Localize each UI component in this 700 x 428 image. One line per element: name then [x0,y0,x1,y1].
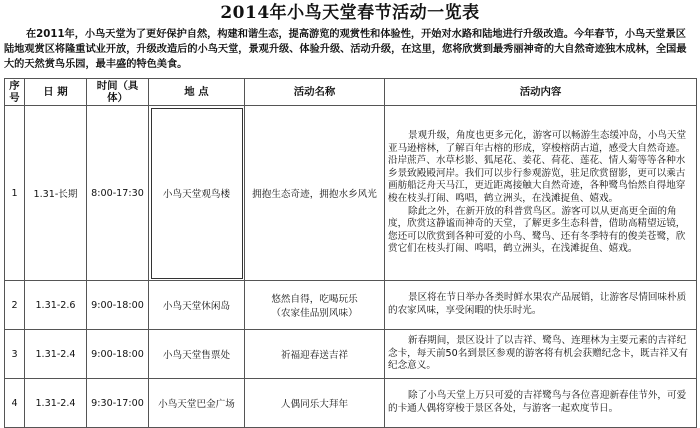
row-activity-content [385,106,697,281]
table-row [5,281,697,330]
header-place: 地 点 [149,79,245,106]
content-paragraph [388,206,693,256]
row-time: 9:30-17:00 [87,379,149,428]
row-date: 1.31-2.6 [25,281,87,330]
activity-table [4,78,697,428]
table-row [5,379,697,428]
row-date: 1.31-2.4 [25,379,87,428]
table-row [5,330,697,379]
row-activity-content [385,281,697,330]
row-activity-name: 拥抱生态奇迹，拥抱水乡风光 [245,106,385,281]
row-place: 小鸟天堂休闲岛 [149,281,245,330]
row-seq: 2 [5,281,25,330]
row-time: 9:00-18:00 [87,330,149,379]
row-time: 8:00-17:30 [87,106,149,281]
table-row [5,106,697,281]
row-activity-content [385,379,697,428]
row-activity-name: 祈福迎春送吉祥 [245,330,385,379]
header-seq: 序号 [5,79,25,106]
header-activity-content: 活动内容 [385,79,697,106]
row-seq: 4 [5,379,25,428]
activity-name-sub: （农家佳品别风味） [271,308,358,319]
row-seq: 1 [5,106,25,281]
content-text: 景区将在节日举办各类时鲜水果农产品展销，让游客尽情回味朴质的农家风味，享受闲暇的快乐时光。 [388,292,687,316]
content-paragraph [388,390,693,415]
content-paragraph [388,335,693,373]
content-paragraph [388,130,693,206]
row-place: 小鸟天堂巴金广场 [149,379,245,428]
row-place: 小鸟天堂观鸟楼 [149,106,245,281]
row-date: 1.31-2.4 [25,330,87,379]
content-paragraph [388,292,693,317]
header-date: 日 期 [25,79,87,106]
content-text: 景观升级，角度也更多元化，游客可以畅游生态缓冲岛，小鸟天堂亚马逊榕林，了解百年古榕的形成，穿梭榕荫古道，感受大自然奇迹。沿岸蔗芦、水草杉影、狐尾花、姜花、荷花、莲花、情人菊等等各种水乡景致殿殿河岸。我们可以步行参观游览，驻足欣赏留影，更可以乘古画舫船泛舟天马江，更近距离接触大自然奇迹，各种鹭鸟怡然自得地穿梭在枝头打闹、鸣唱，鹤立洲头，在浅滩捉鱼、嬉戏。 [388,130,687,204]
row-activity-name: 人偶同乐大拜年 [245,379,385,428]
row-activity-content [385,330,697,379]
content-text: 除此之外，在新开放的科普赏鸟区。游客可以从更高更全面的角度，欣赏这静谧而神奇的天堂，了解更多生态科普，借助高精望远镜，您还可以欣赏到各种可爱的小鸟、鹭鸟、还有冬季特有的俊美苍鹭，欣赏它们在枝头打闹、鸣唱，鹤立洲头，在浅滩捉鱼、嬉戏。 [388,205,686,255]
intro-paragraph [4,27,696,72]
intro-text: 在2011年，小鸟天堂为了更好保护自然，构建和谐生态，提高游览的观赏性和体验性，开始对水路和陆地进行升级改造。今年春节，小鸟天堂景区陆地观赏区将隆重试业开放，升级改造后的小鸟天堂，景观升级、体验升级、活动升级，在这里，您将欣赏到最秀丽神奇的大自然奇迹独木成林，全国最大的天然赏鸟乐园，最丰盛的特色美食。 [4,29,687,70]
header-activity-name: 活动名称 [245,79,385,106]
content-text: 除了小鸟天堂上万只可爱的吉祥鹭鸟与各位喜迎新春佳节外，可爱的卡通人偶将穿梭于景区各处，与游客一起欢度节日。 [388,390,687,414]
row-time: 9:00-18:00 [87,281,149,330]
row-activity-name [245,281,385,330]
row-seq: 3 [5,330,25,379]
table-header-row [5,79,697,106]
header-time: 时间（具体） [87,79,149,106]
activity-name-main: 悠然自得，吃喝玩乐 [271,294,358,305]
row-date: 1.31-长期 [25,106,87,281]
page-title: 2014年小鸟天堂春节活动一览表 [220,3,480,23]
content-text: 新春期间，景区设计了以吉祥、鹭鸟、连理林为主要元素的吉祥纪念卡，每天前50名到景区参观的游客将有机会获赠纪念卡，既吉祥又有纪念意义。 [388,335,689,372]
row-place: 小鸟天堂售票处 [149,330,245,379]
